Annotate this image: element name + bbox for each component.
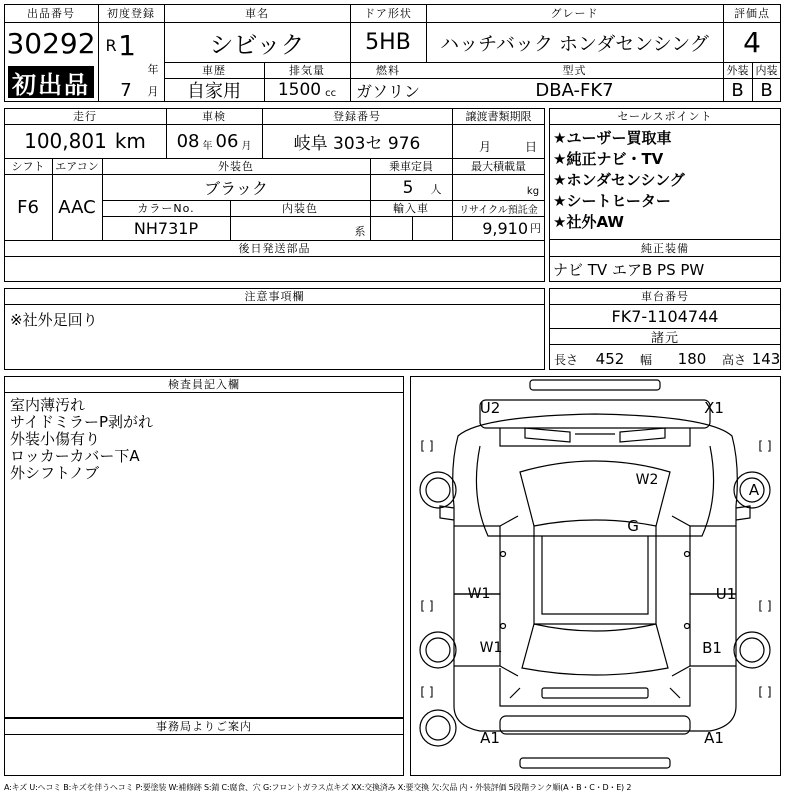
color-label: 外装色	[218, 160, 254, 173]
int-grade: B	[760, 79, 773, 101]
inspector-note: 外装小傷有り	[10, 430, 101, 448]
bracket-marker: [ ]	[420, 685, 434, 699]
damage-mark-b1: B1	[702, 639, 722, 657]
height: 143	[751, 350, 781, 368]
chassis-number: FK7-1104744	[611, 306, 719, 326]
mileage-label: 走行	[73, 110, 97, 123]
score: 4	[743, 25, 761, 59]
month-unit: 月	[147, 85, 159, 98]
height-label: 高さ	[721, 352, 746, 367]
inspection-month: 06	[215, 130, 239, 152]
bracket-marker: [ ]	[420, 599, 434, 613]
color-no-label: カラーNo.	[137, 202, 195, 215]
bracket-marker: [ ]	[758, 599, 772, 613]
damage-mark-w1-wheel: W1	[479, 640, 503, 656]
fuel-label: 燃料	[376, 64, 400, 77]
mileage: 100,801	[24, 129, 107, 153]
inspector-notes	[10, 397, 400, 482]
door-type: 5HB	[365, 29, 411, 55]
model-label: 型式	[562, 64, 587, 77]
sales-point: ★ユーザー買取車	[553, 129, 672, 147]
shift-label: シフト	[11, 160, 45, 173]
displacement: 1500	[277, 80, 322, 100]
reg-year: 1	[118, 28, 136, 62]
int-color-label: 内装色	[282, 202, 318, 215]
bracket-marker: [ ]	[758, 685, 772, 699]
sales-point: ★社外AW	[553, 213, 624, 231]
capacity-unit: 人	[430, 183, 442, 196]
width-label: 幅	[639, 352, 652, 367]
inspector-note: 室内薄汚れ	[10, 396, 86, 414]
damage-mark-w2: W2	[635, 472, 659, 488]
ac: AAC	[58, 196, 96, 218]
damage-mark-u2: U2	[479, 399, 501, 417]
damage-mark-a1-right: A1	[704, 729, 724, 747]
mileage-value	[4, 124, 166, 158]
car-name: シビック	[209, 30, 305, 59]
inspector-note: 外シフトノブ	[10, 464, 100, 482]
width: 180	[677, 350, 707, 368]
plate-label: 登録番号	[333, 110, 381, 123]
damage-mark-a-wheel: A	[748, 481, 760, 499]
car-diagram	[410, 376, 781, 776]
grade: ハッチバック ホンダセンシング	[440, 32, 709, 55]
capacity-label: 乗車定員	[389, 160, 433, 173]
load-label: 最大積載量	[471, 160, 526, 173]
inspection-month-unit: 月	[241, 140, 252, 152]
inspection-value	[166, 124, 262, 158]
length: 452	[595, 350, 625, 368]
car-name-label: 車名	[245, 7, 269, 20]
first-reg-label: 初度登録	[107, 7, 155, 20]
first-listing-badge: 初出品	[8, 66, 94, 98]
shift: F6	[17, 196, 39, 218]
displacement-value	[264, 78, 350, 102]
damage-legend: A:キズ U:ヘコミ B:キズを伴うヘコミ P:要塗装 W:補修跡 S:錆 C:腐食、穴 G:フロントガラス点キズ XX:交換済み X:要交換 欠:欠品 内・外装評価 5段階ランク順(A・B・C・D・E) 2	[4, 782, 632, 792]
sales-point: ★ホンダセンシング	[553, 171, 685, 189]
plate: 岐阜 303セ 976	[293, 133, 421, 154]
damage-mark-w1-door: W1	[467, 586, 491, 602]
chassis-label: 車台番号	[641, 290, 689, 303]
fuel: ガソリン	[355, 81, 420, 101]
inspection-year-unit: 年	[202, 140, 213, 152]
era: R	[105, 35, 117, 55]
equipment: ナビ TV エアB PS PW	[553, 260, 705, 279]
sales-point: ★純正ナビ・TV	[553, 150, 664, 168]
later-parts-label: 後日発送部品	[238, 242, 311, 255]
int-grade-label: 内装	[755, 64, 778, 77]
transfer-month-unit: 月	[478, 139, 491, 154]
damage-mark-g: G	[627, 517, 639, 535]
capacity: 5	[402, 178, 414, 198]
history: 自家用	[187, 81, 241, 102]
inspector-note: サイドミラーP剥がれ	[10, 413, 153, 431]
recycle-unit: 円	[530, 222, 541, 235]
reg-month: 7	[120, 79, 132, 101]
notes-label: 注意事項欄	[244, 290, 305, 303]
bracket-marker: [ ]	[420, 439, 434, 453]
import-label: 輸入車	[393, 202, 429, 215]
sales-point: ★シートヒーター	[553, 192, 671, 210]
mileage-unit: km	[114, 129, 146, 153]
lot-number: 30292	[6, 26, 96, 60]
inspection-label: 車検	[202, 110, 226, 123]
equipment-label: 純正装備	[641, 242, 689, 255]
lot-label: 出品番号	[27, 7, 75, 20]
displacement-unit: cc	[325, 87, 337, 99]
color-no: NH731P	[133, 218, 199, 238]
score-label: 評価点	[734, 7, 770, 20]
door-label: ドア形状	[364, 7, 412, 20]
ext-grade: B	[731, 79, 744, 101]
year-unit: 年	[147, 63, 159, 76]
model: DBA-FK7	[535, 79, 614, 101]
damage-mark-u1: U1	[715, 585, 737, 603]
transfer-day-unit: 日	[524, 139, 537, 154]
recycle-value	[452, 216, 545, 240]
grade-label: グレード	[550, 7, 599, 20]
inspector-note: ロッカーカバー下A	[10, 447, 140, 465]
transfer-label: 譲渡書類期限	[465, 110, 532, 123]
sales-points-label: セールスポイント	[617, 110, 713, 123]
sales-points-list	[553, 130, 777, 231]
damage-mark-a1-left: A1	[480, 729, 500, 747]
recycle: 9,910	[482, 218, 528, 238]
inspector-label: 検査員記入欄	[168, 378, 240, 391]
damage-mark-x1: X1	[704, 399, 724, 417]
inspection-year: 08	[176, 130, 200, 152]
displacement-label: 排気量	[289, 64, 325, 77]
office-label: 事務局よりご案内	[156, 720, 252, 733]
ac-label: エアコン	[55, 160, 99, 173]
ext-grade-label: 外装	[726, 64, 749, 77]
history-label: 車歴	[202, 64, 226, 77]
int-color-unit: 系	[354, 225, 366, 238]
length-label: 長さ	[553, 352, 578, 367]
recycle-label: リサイクル預託金	[459, 204, 538, 216]
bracket-marker: [ ]	[758, 439, 772, 453]
load-unit: kg	[526, 185, 540, 197]
color: ブラック	[204, 178, 268, 198]
dims-label: 諸元	[650, 330, 679, 346]
notes: ※社外足回り	[10, 310, 98, 329]
